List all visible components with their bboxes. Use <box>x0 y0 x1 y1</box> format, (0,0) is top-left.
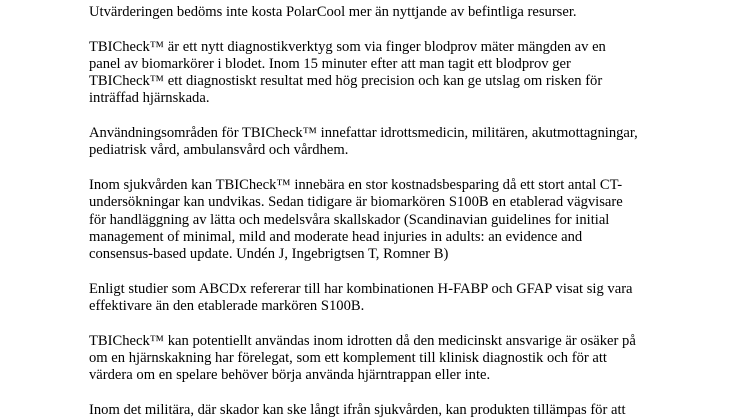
text-line: pediatrisk vård, ambulansvård och vårdhem. <box>89 142 349 159</box>
text-line: Användningsområden för TBICheck™ innefattar idrottsmedicin, militären, akutmottagningar, <box>89 125 638 142</box>
text-line: TBICheck™ ett diagnostiskt resultat med hög precision och kan ge utslag om risken för <box>89 73 603 90</box>
paragraph-sports <box>89 333 689 385</box>
text-line: inträffad hjärnskada. <box>89 90 210 107</box>
text-line: Enligt studier som ABCDx refererar till har kombinationen H-FABP och GFAP visat sig vara <box>89 280 633 297</box>
text-line: management of minimal, mild and moderate head injuries in adults: an evidence and <box>89 228 583 245</box>
text-line: Inom sjukvården kan TBICheck™ innebära en stor kostnadsbesparing då ett stort antal CT- <box>89 177 623 194</box>
paragraph-studies <box>89 281 689 315</box>
text-line: värdera om en spelare behöver börja använda hjärntrappan eller inte. <box>89 367 491 384</box>
text-line: undersökningar kan undvikas. Sedan tidigare är biomarkören S100B en etablerad vägvisare <box>89 194 623 211</box>
paragraph-use-areas <box>89 125 689 159</box>
text-line: panel av biomarkörer i blodet. Inom 15 minuter efter att man tagit ett blodprov ger <box>89 56 571 72</box>
text-line: effektivare än den etablerade markören S100B. <box>89 298 365 315</box>
paragraph-evaluation-cost <box>89 4 689 21</box>
text-line: TBICheck™ kan potentiellt användas inom idrotten då den medicinskt ansvarige är osäker på <box>89 332 636 349</box>
paragraph-military <box>89 402 689 419</box>
text-line: för handläggning av lätta och medelsvåra skallskador (Scandinavian guidelines for initial <box>89 211 610 228</box>
document-body <box>89 4 689 419</box>
text-line: TBICheck™ är ett nytt diagnostikverktyg som via finger blodprov mäter mängden av en <box>89 38 606 55</box>
text-line: consensus-based update. Undén J, Ingebrigtsen T, Romner B) <box>89 246 449 263</box>
text-line: Inom det militära, där skador kan ske långt ifrån sjukvården, kan produkten tillämpas för att <box>89 402 626 419</box>
text-line: Utvärderingen bedöms inte kosta PolarCool mer än nyttjande av befintliga resurser. <box>89 4 577 20</box>
text-line: om en hjärnskakning har förelegat, som ett komplement till klinisk diagnostik och för att <box>89 350 607 367</box>
paragraph-healthcare <box>89 177 689 263</box>
paragraph-tbicheck-intro <box>89 39 689 108</box>
